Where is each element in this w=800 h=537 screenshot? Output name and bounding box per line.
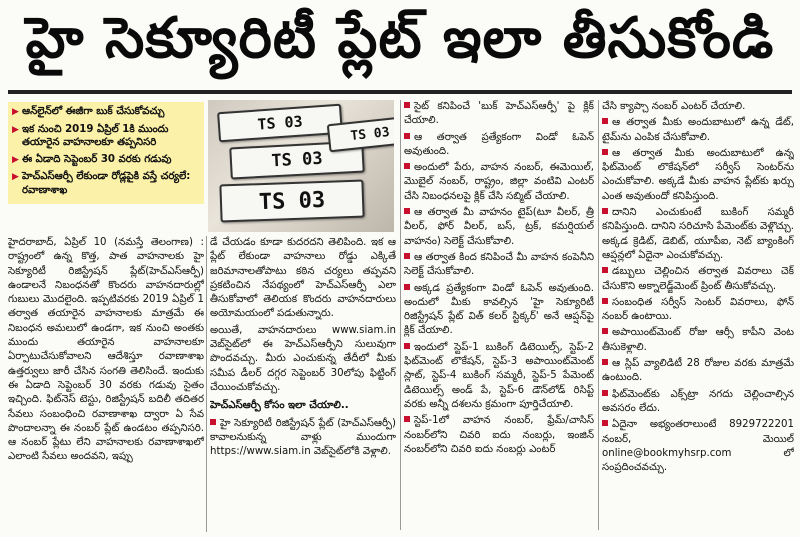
square-bullet-icon — [404, 284, 410, 290]
article-column-4 — [602, 100, 794, 532]
number-plates-photo — [208, 100, 394, 232]
article-column-1 — [8, 236, 204, 532]
headline: హై సెక్యూరిటీ ప్లేట్ ఇలా తీసుకోండి — [25, 5, 775, 71]
article-column-3 — [404, 100, 594, 532]
step-item: ఆ స్లిప్ వ్యాలిడిటీ 28 రోజుల వరకు మాత్రమే ఉంటుంది. — [602, 358, 794, 384]
paragraph: హైదరాబాద్, ఏప్రిల్ 10 (నమస్తే తెలంగాణ) : రాష్ట్రంలో ఉన్న కొత్త, పాత వాహనాలకు హై సెక్యూరిటీ రిజిస్ట్రేషన్ ప్లేట్(హెచ్ఎస్ఆర్పీ) ఉండాలనే నిబంధనతో కొందరు వాహనదారుల్లో గుబులు మొదలైంది. ఇప్పటివరకు 2019 ఏప్రిల్ 1 తర్వాత తయారైన వాహనాలకు మాత్రమే ఈ నిబంధన అమలులో ఉండగా, ఇక నుంచి అంతకు ముందు తయారైన వాహనాలకూ ఏర్పాటుచేసుకోవాలని ఆదేశిస్తూ రవాణాశాఖ ఉత్తర్వులు జారీ చేసిన సంగతి తెలిసిందే. ఇందుకు ఈ ఏడాది సెప్టెంబర్ 30 వరకు గడువు సైతం ఇచ్చింది. ఫిట్‌నెస్ టెస్టు, రిజిస్ట్రేషన్ బదిలీ తదితర సేవలు సంబంధించి రవాణాశాఖ ద్వారా ఏ సేవ పొందాలన్నా ఈ నంబర్ ప్లేట్ ఉండటం తప్పనిసరి. ఆ నంబర్ ప్లేటు లేని వాహనాలకు రవాణాశాఖలో ఎలాంటి సేవలు అందవని, ఇప్పు — [8, 237, 204, 463]
square-bullet-icon — [602, 420, 608, 426]
step-item: అక్కడ ప్రత్యేకంగా విండో ఓపెన్ అవుతుంది. అందులో మీకు కావల్సిన 'హై సెక్యూరిటీ రిజిస్ట్రేషన్ ప్లేట్ విత్ కలర్ స్టిక్కర్' అనే ఆప్షన్‌పై క్లిక్ చేయాలి. — [404, 282, 594, 337]
square-bullet-icon — [404, 253, 410, 259]
square-bullet-icon — [602, 298, 608, 304]
step-item: స్టెప్-1లో వాహన నంబర్, ఫ్రేమ్/చాసిస్ నంబర్‌లోని చివరి ఐదు నంబర్లు, ఇంజిన్ నంబర్‌లోని చివరి ఐదు నంబర్లు ఎంటర్ — [404, 415, 594, 455]
step-item: హై సెక్యూరిటీ రిజిస్ట్రేషన్ ప్లేట్ (హెచ్ఎస్ఆర్పీ) కావాలనుకున్న వాళ్లు ముందుగా https://www.siam.in వెబ్‌సైట్‌లోకి వెళ్లాలి. — [210, 417, 396, 458]
step-item: ఆ తర్వాత కింద కనిపించే మీ వాహన కంపెనీని సెలెక్ట్ చేసుకోవాలి. — [404, 251, 594, 278]
triangle-bullet-icon: ▶ — [12, 124, 19, 135]
square-bullet-icon — [602, 149, 608, 155]
column-divider — [206, 236, 207, 532]
triangle-bullet-icon: ▶ — [12, 172, 19, 182]
square-bullet-icon — [602, 118, 608, 124]
square-bullet-icon — [602, 390, 608, 396]
step-item: ఏదైనా అభ్యంతరాలుంటే 8929722201 నంబర్, మెయిల్ online@bookmyhsrp.com లో సంప్రదించవచ్చు. — [602, 419, 794, 474]
step-item: అందులో పేరు, వాహన నంబర్, ఈమెయిల్, మొబైల్ నంబర్, రాష్ట్రం, జిల్లా వంటివి ఎంటర్ చేసి నిబంధనలపై క్లిక్ చేసి సబ్మిట్ చేయాలి. — [404, 162, 594, 202]
step-item: అపాయింట్‌మెంట్ రోజు ఆర్సీ కాపీని వెంట తీసుకెళ్లాలి. — [602, 327, 794, 353]
square-bullet-icon — [602, 328, 608, 334]
steps-subheading: హెచ్ఎస్ఆర్పీ కోసం ఇలా చేయాలి.. — [210, 400, 349, 412]
paragraph: అయితే, వాహనదారులు www.siam.in వెబ్‌సైట్‌లో ఈ హెచ్ఎస్ఆర్పీని సులువుగా పొందవచ్చు. మీరు ఎంచుకున్న తేదీలో మీకు సమీప డీలర్ దగ్గర సెప్టెంబర్ 30లోపు ఫిట్టింగ్ చేయించుకోవచ్చు. — [210, 324, 396, 393]
number-plate: TS 03 — [217, 104, 343, 143]
step-item: ఫిట్‌మెంట్‌కు ఎక్స్‌ట్రా నగదు చెల్లించాల్సిన అవసరం లేదు. — [602, 388, 794, 414]
square-bullet-icon — [404, 163, 410, 169]
square-bullet-icon — [602, 359, 608, 365]
square-bullet-icon — [404, 102, 410, 108]
number-plate: TS 03 — [219, 179, 364, 222]
square-bullet-icon — [210, 419, 216, 425]
triangle-bullet-icon: ▶ — [12, 154, 19, 165]
highlight-item: ▶ ఆన్‌లైన్‌లో ఈజీగా బుక్ చేసుకోవచ్చు — [12, 105, 200, 120]
column-divider — [400, 100, 401, 530]
step-item: ఆ తర్వాత ప్రత్యేకంగా విండో ఓపెన్ అవుతుంది. — [404, 131, 594, 157]
column-divider — [598, 100, 599, 530]
highlight-item: ▶ హెచ్ఎస్ఆర్పీ లేకుండా రోడ్లపైకి వస్తే చర్యలే: రవాణాశాఖ — [12, 171, 191, 196]
square-bullet-icon — [602, 267, 608, 273]
step-item: సంబంధిత సర్వీస్ సెంటర్ వివరాలు, ఫోన్ నంబర్ ఉంటాయి. — [602, 296, 794, 323]
square-bullet-icon — [404, 133, 410, 139]
square-bullet-icon — [602, 208, 608, 214]
step-item: ఇందులో స్టెప్-1 బుకింగ్ డిటెయిల్స్, స్టెప్-2 ఫిట్‌మెంట్ లొకేషన్, స్టెప్-3 అపాయింట్‌మెంట్ స్లాట్, స్టెప్-4 బుకింగ్ సమ్మరీ, స్టెప్-5 పేమెంట్ డిటెయిల్స్ అండ్ పే, స్టెప్-6 డౌన్‌లోడ్ రిసిప్ట్ వరకు అన్నీ దశలను క్రమంగా పూర్తిచేయాలి. — [404, 341, 594, 410]
highlights-box — [8, 102, 204, 204]
triangle-bullet-icon: ▶ — [12, 107, 19, 117]
highlight-item: ▶ ఈ ఏడాది సెప్టెంబర్ 30 వరకు గడువు — [12, 153, 200, 168]
article-column-2 — [210, 236, 396, 532]
square-bullet-icon — [404, 343, 410, 349]
step-item: డబ్బులు చెల్లించిన తర్వాత వివరాలు చెక్ చేసుకొని అక్నాలెడ్జ్‌మెంట్ ప్రింట్ తీసుకోవచ్చు. — [602, 266, 794, 292]
step-item: దానిని ఎంచుకుంటే బుకింగ్ సమ్మరీ కనిపిస్తుంది. దానిని సరిచూసి పేమెంట్‌కు వెళ్లొచ్చు. అక్కడ క్రెడిట్, డెబిట్, యూపీఐ, నెట్ బ్యాంకింగ్ ఆప్షన్లలో ఏదైనా ఎంచుకోవచ్చు. — [602, 207, 794, 261]
number-plate: TS 03 — [327, 116, 394, 153]
step-item: ఆ తర్వాత మీకు అందుబాటులో ఉన్న ఫిట్‌మెంట్ లొకేషన్‌లో సర్వీస్ సెంటర్‌ను ఎంచుకోవాలి. అక్కడే మీకు వాహన ప్లేట్‌కు ఖర్చు ఎంత అవుతుందో కనిపిస్తుంది. — [602, 147, 794, 202]
headline-rule — [8, 90, 792, 94]
square-bullet-icon — [404, 208, 410, 214]
square-bullet-icon — [404, 416, 410, 422]
step-item: చేసి క్యాప్చా నంబర్ ఎంటర్ చేయాలి. — [602, 101, 746, 112]
number-plate: TS 03 — [229, 141, 364, 180]
highlight-item: ▶ ఇక నుంచి 2019 ఏప్రిల్ 1కి ముందు తయారైన వాహనాలకూ తప్పనిసరి — [12, 123, 169, 148]
step-item: ఆ తర్వాత మీ వాహనం టైప్(టూ వీలర్, త్రీ వీలర్, ఫోర్ వీలర్, బస్, ట్రక్, కమర్షియల్ వాహనం) సెలెక్ట్ చేసుకోవాలి. — [404, 207, 594, 247]
paragraph: డే చేయడం కూడా కుదరదని తెలిపింది. ఇక ఆ ప్లేట్ లేకుండా వాహనాలు రోడ్డు ఎక్కితే జరిమానాలతోపాటు కఠిన చర్యలు తప్పవని ప్రకటించిన నేపథ్యంలో హెచ్ఎస్ఆర్పీ ఎలా తీసుకోవాలో తెలియక కొందరు వాహనదారులు అయోమయంలో పడుతున్నారు. — [210, 237, 396, 320]
step-item: సైట్ కనిపించే 'బుక్ హెచ్ఎస్ఆర్పీ' పై క్లిక్ చేయాలి. — [404, 101, 594, 127]
step-item: ఆ తర్వాత మీకు అందుబాటులో ఉన్న డేట్, టైమ్‌ను ఎంపిక చేసుకోవాలి. — [602, 117, 794, 143]
